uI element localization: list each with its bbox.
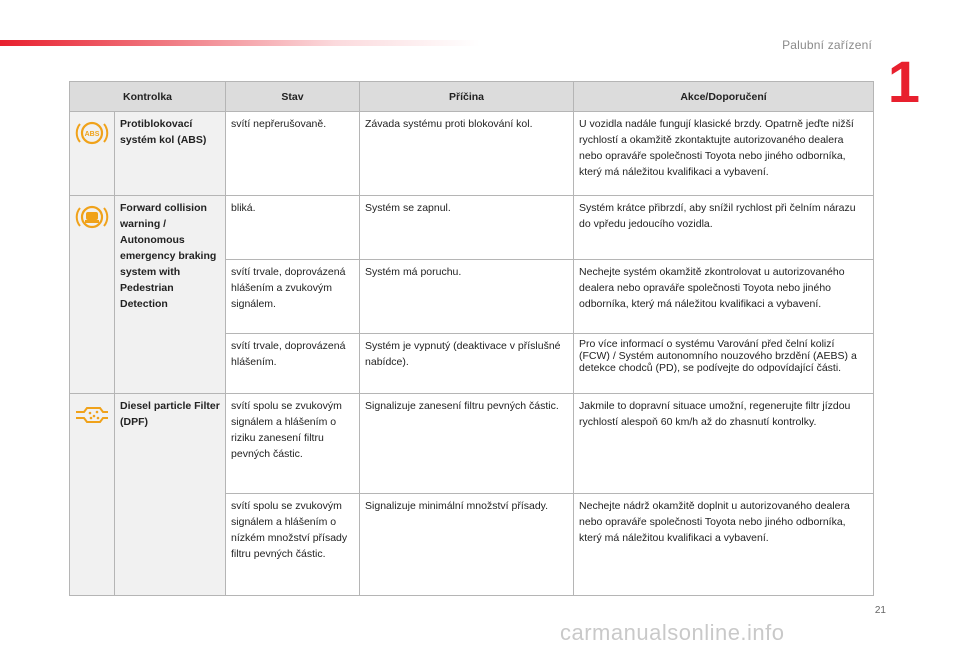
icon-cell	[70, 394, 115, 596]
warning-name: Protiblokovací systém kol (ABS)	[115, 112, 226, 196]
collision-warning-icon	[74, 202, 110, 232]
state-cell: svítí spolu se zvukovým signálem a hlášením o riziku zanesení filtru pevných částic.	[226, 394, 360, 494]
cause-cell: Systém je vypnutý (deaktivace v příslušné nabídce).	[360, 334, 574, 394]
table-row	[70, 196, 874, 260]
action-cell: Nechejte nádrž okamžitě doplnit u autorizovaného dealera nebo opraváře společnosti Toyota nebo jiného odborníka, který má náležitou kvalifikaci a vybavení.	[574, 494, 874, 596]
table-row	[70, 394, 874, 494]
state-cell: bliká.	[226, 196, 360, 260]
table-row	[70, 112, 874, 196]
header-accent-bar	[0, 40, 480, 46]
icon-cell	[70, 196, 115, 394]
diesel-particle-filter-icon	[74, 400, 110, 430]
page-number: 21	[874, 605, 886, 616]
warning-lights-table	[69, 81, 874, 596]
icon-cell	[70, 112, 115, 196]
state-cell: svítí nepřerušovaně.	[226, 112, 360, 196]
column-header-stav: Stav	[226, 82, 360, 112]
svg-text:ABS: ABS	[84, 131, 100, 138]
column-header-kontrolka: Kontrolka	[70, 82, 226, 112]
action-cell: Systém krátce přibrzdí, aby snížil rychlost při čelním nárazu do vpředu jedoucího vozidla.	[574, 196, 874, 260]
cause-cell: Systém se zapnul.	[360, 196, 574, 260]
section-title: Palubní zařízení	[782, 38, 872, 52]
action-cell: Jakmile to dopravní situace umožní, regenerujte filtr jízdou rychlostí alespoň 60 km/h až do zhasnutí kontrolky.	[574, 394, 874, 494]
action-cell: U vozidla nadále fungují klasické brzdy. Opatrně jeďte nižší rychlostí a okamžitě zkontaktujte autorizovaného dealera nebo opraváře společnosti Toyota nebo jiného odborníka, který má náležitou kvalifikaci a vybavení.	[574, 112, 874, 196]
warning-name: Diesel particle Filter (DPF)	[115, 394, 226, 596]
watermark: carmanualsonline.info	[560, 620, 785, 645]
action-cell: Pro více informací o systému Varování před čelní kolizí (FCW) / Systém autonomního nouzového brzdění (AEBS) a detekce chodců (PD), se podívejte do odpovídající části.	[574, 334, 874, 394]
abs-warning-icon	[74, 118, 110, 148]
cause-cell: Signalizuje zanesení filtru pevných částic.	[360, 394, 574, 494]
cause-cell: Systém má poruchu.	[360, 260, 574, 334]
action-cell: Nechejte systém okamžitě zkontrolovat u autorizovaného dealera nebo opraváře společnosti Toyota nebo jiného odborníka, který má náležitou kvalifikaci a vybavení.	[574, 260, 874, 334]
chapter-number: 1	[887, 50, 920, 115]
state-cell: svítí trvale, doprovázená hlášením.	[226, 334, 360, 394]
table-header-row	[70, 82, 874, 112]
column-header-akce: Akce/Doporučení	[574, 82, 874, 112]
state-cell: svítí spolu se zvukovým signálem a hlášením o nízkém množství přísady filtru pevných částic.	[226, 494, 360, 596]
column-header-pricina: Příčina	[360, 82, 574, 112]
cause-cell: Signalizuje minimální množství přísady.	[360, 494, 574, 596]
state-cell: svítí trvale, doprovázená hlášením a zvukovým signálem.	[226, 260, 360, 334]
cause-cell: Závada systému proti blokování kol.	[360, 112, 574, 196]
warning-name: Forward collision warning / Autonomous emergency braking system with Pedestrian Detection	[115, 196, 226, 394]
